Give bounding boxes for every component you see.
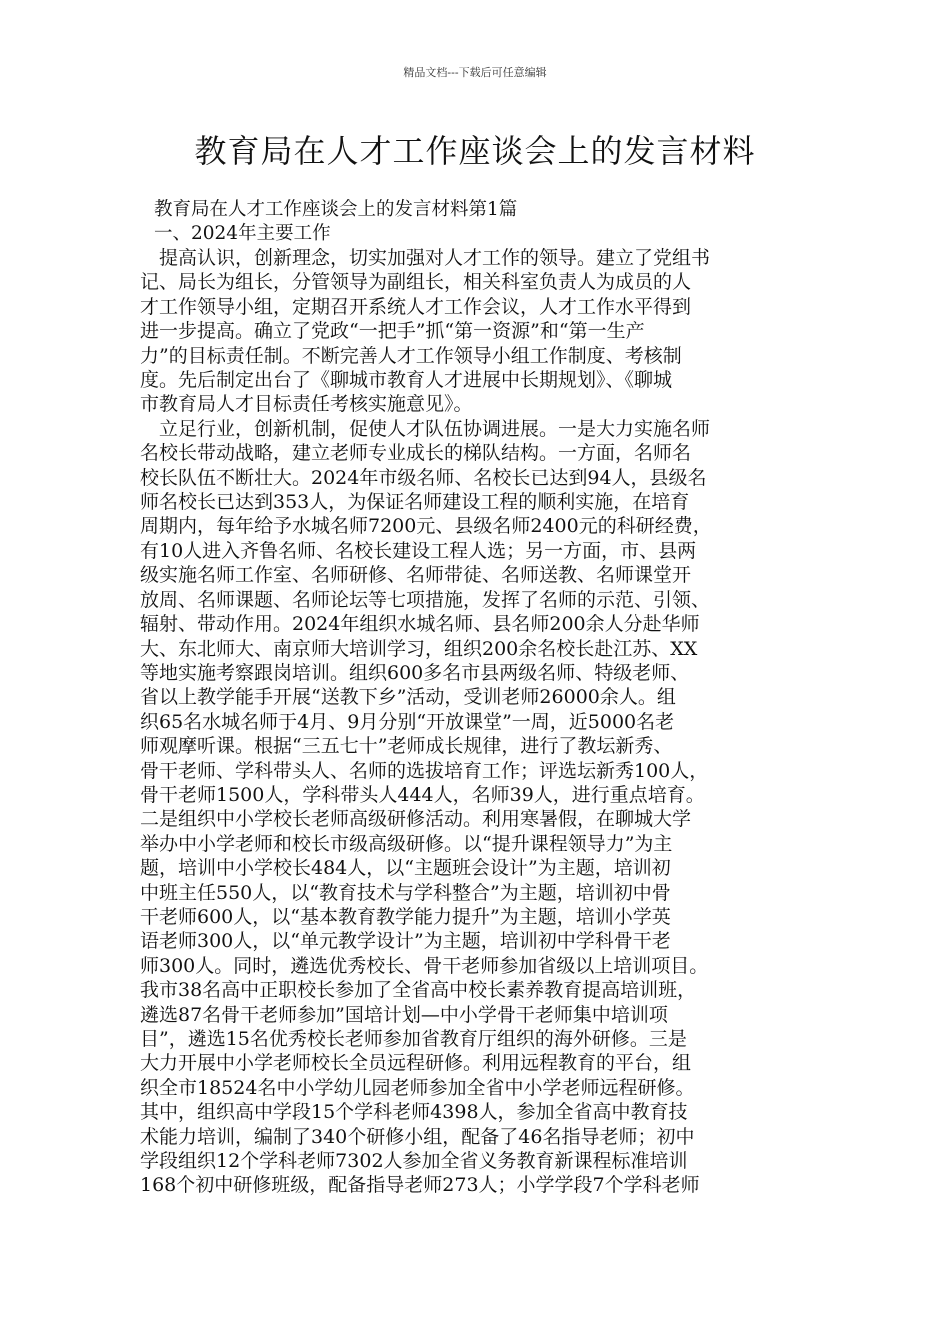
text-line: 目”，遴选15名优秀校长老师参加省教育厅组织的海外研修。三是 (140, 1028, 687, 1050)
text-line: 辐射、带动作用。2024年组织水城名师、县名师200余人分赴华师 (140, 613, 700, 636)
text-line: 题，培训中小学校长484人，以“主题班会设计”为主题，培训初 (140, 857, 671, 880)
text-line: 二是组织中小学校长老师高级研修活动。利用寒暑假，在聊城大学 (140, 808, 692, 831)
text-line: 提高认识，创新理念，切实加强对人才工作的领导。建立了党组书 (140, 247, 711, 269)
text-line: 168个初中研修班级，配备指导老师273人；小学学段7个学科老师 (140, 1174, 700, 1197)
text-line: 才工作领导小组，定期召开系统人才工作会议，人才工作水平得到 (140, 295, 692, 318)
paragraph-1 (140, 246, 830, 417)
article-body (140, 198, 830, 1198)
text-line: 大、东北师大、南京师大培训学习，组织200余名校长赴江苏、XX (140, 637, 698, 660)
text-line: 师300人。同时，遴选优秀校长、骨干老师参加省级以上培训项目。 (140, 954, 709, 977)
text-line: 等地实施考察跟岗培训。组织600多名市县两级名师、特级老师、 (140, 661, 690, 684)
section-heading: 一、2024年主要工作 (154, 223, 331, 244)
document-title: 教育局在人才工作座谈会上的发言材料 (194, 132, 756, 170)
text-line: 周期内，每年给予水城名师7200元、县级名师2400元的科研经费， (140, 515, 712, 538)
text-line: 学段组织12个学科老师7302人参加全省义务教育新课程标准培训 (140, 1150, 688, 1173)
text-line: 进一步提高。确立了党政“一把手”抓“第一资源”和“第一生产 (140, 320, 645, 343)
text-line: 举办中小学老师和校长市级高级研修。以“提升课程领导力”为主 (140, 832, 673, 855)
text-line: 记、局长为组长，分管领导为副组长，相关科室负责人为成员的人 (140, 271, 692, 294)
paragraph-2 (140, 417, 830, 1198)
text-line: 级实施名师工作室、名师研修、名师带徒、名师送教、名师课堂开 (140, 564, 692, 587)
text-line: 师名校长已达到353人，为保证名师建设工程的顺利实施，在培育 (140, 491, 690, 514)
text-line: 立足行业，创新机制，促使人才队伍协调进展。一是大力实施名师 (140, 417, 711, 440)
article-subtitle: 教育局在人才工作座谈会上的发言材料第1篇 (154, 199, 518, 220)
text-line: 织全市18524名中小学幼儿园老师参加全省中小学老师远程研修。 (140, 1076, 695, 1099)
text-line: 遴选87名骨干老师参加”国培计划—中小学骨干老师集中培训项 (140, 1003, 668, 1026)
text-line: 市教育局人才目标责任考核实施意见》。 (140, 393, 473, 416)
text-line: 省以上教学能手开展“送教下乡”活动，受训老师26000余人。组 (140, 686, 676, 709)
text-line: 骨干老师、学科带头人、名师的选拔培育工作；评选坛新秀100人， (140, 759, 709, 782)
text-line: 干老师600人，以“基本教育教学能力提升”为主题，培训小学英 (140, 905, 671, 928)
text-line: 名校长带动战略，建立老师专业成长的梯队结构。一方面，名师名 (140, 442, 692, 465)
text-line: 力”的目标责任制。不断完善人才工作领导小组工作制度、考核制 (140, 344, 682, 367)
text-line: 度。先后制定出台了《聊城市教育人才进展中长期规划》、《聊城 (140, 369, 673, 392)
text-line: 中班主任550人，以“教育技术与学科整合”为主题，培训初中骨 (140, 881, 671, 904)
text-line: 骨干老师1500人，学科带头人444人，名师39人，进行重点培育。 (140, 783, 705, 806)
text-line: 织65名水城名师于4月、9月分别“开放课堂”一周，近5000名老 (140, 710, 675, 733)
text-line: 放周、名师课题、名师论坛等七项措施，发挥了名师的示范、引领、 (140, 588, 711, 611)
header-note: 精品文档---下载后可任意编辑 (403, 66, 547, 79)
text-line: 大力开展中小学老师校长全员远程研修。利用远程教育的平台，组 (140, 1052, 692, 1075)
text-line: 师观摩听课。根据“三五七十”老师成长规律，进行了教坛新秀、 (140, 735, 673, 758)
text-line: 我市38名高中正职校长参加了全省高中校长素养教育提高培训班， (140, 979, 697, 1002)
text-line: 校长队伍不断壮大。2024年市级名师、名校长已达到94人，县级名 (140, 466, 707, 489)
text-line: 语老师300人，以“单元教学设计”为主题，培训初中学科骨干老 (140, 930, 671, 953)
text-line: 其中，组织高中学段15个学科老师4398人，参加全省高中教育技 (140, 1101, 688, 1124)
text-line: 有10人进入齐鲁名师、名校长建设工程人选；另一方面，市、县两 (140, 539, 697, 562)
text-line: 术能力培训，编制了340个研修小组，配备了46名指导老师；初中 (140, 1125, 695, 1148)
